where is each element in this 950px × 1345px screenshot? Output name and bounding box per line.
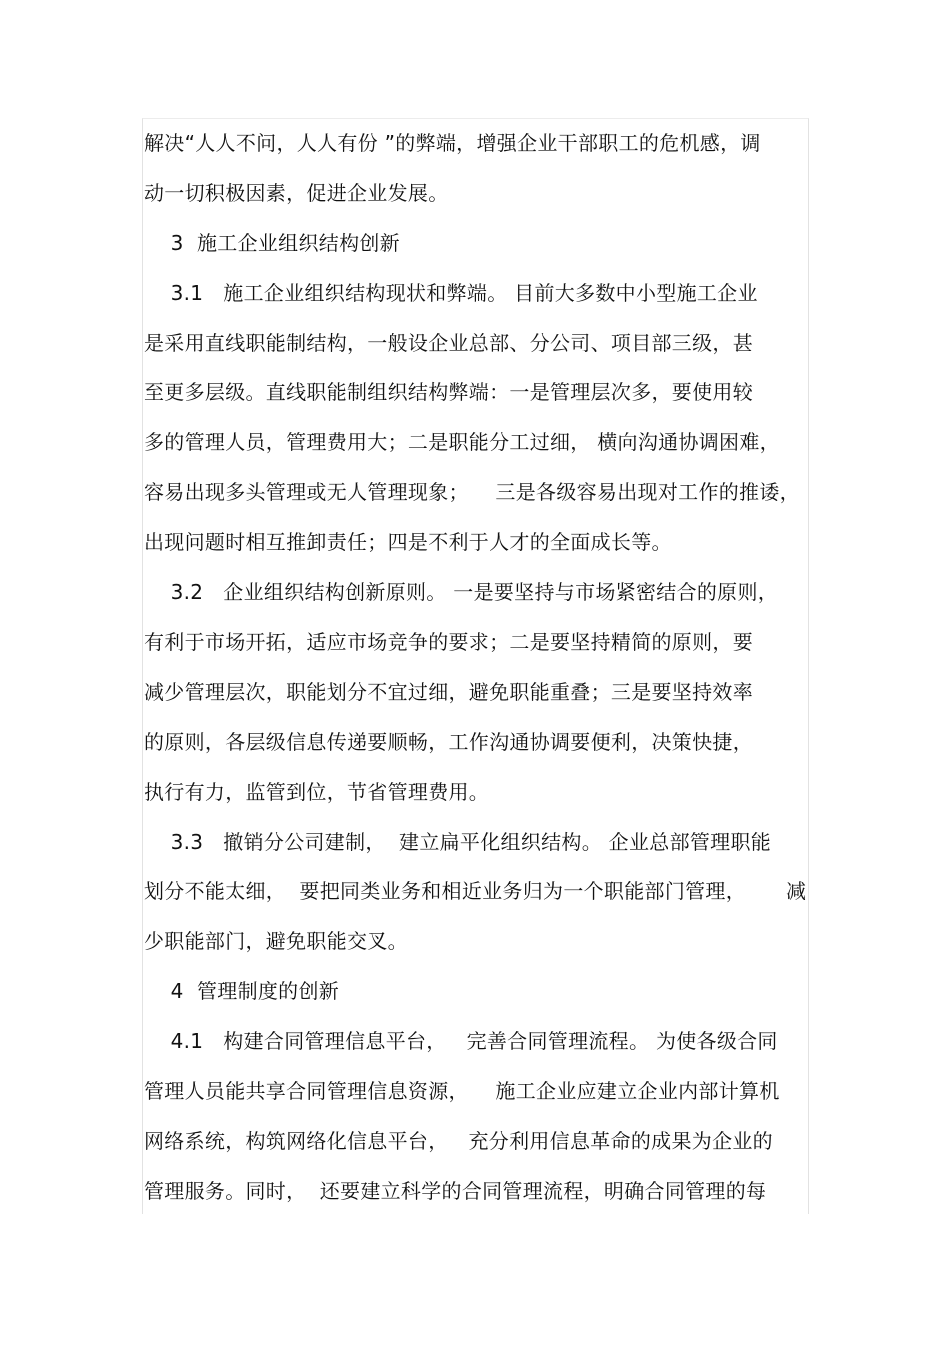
text-line: 少职能部门，避免职能交叉。 — [144, 929, 408, 953]
text-line: 3.1 施工企业组织结构现状和弊端。 目前大多数中小型施工企业 — [144, 281, 758, 305]
section-heading: 3 施工企业组织结构创新 — [144, 231, 400, 255]
text-line: 出现问题时相互推卸责任；四是不利于人才的全面成长等。 — [144, 530, 672, 554]
text-line: 执行有力，监管到位，节省管理费用。 — [144, 780, 490, 804]
text-line: 容易出现多头管理或无人管理现象； 三是各级容易出现对工作的推诿， — [144, 480, 800, 504]
text-line: 解决“人人不问，人人有份 ”的弊端，增强企业干部职工的危机感，调 — [144, 131, 761, 155]
text-line: 管理人员能共享合同管理信息资源， 施工企业应建立企业内部计算机 — [144, 1079, 780, 1103]
text-line: 网络系统，构筑网络化信息平台， 充分利用信息革命的成果为企业的 — [144, 1129, 773, 1153]
text-line: 划分不能太细， 要把同类业务和相近业务归为一个职能部门管理， 减 — [144, 879, 807, 903]
text-line: 的原则，各层级信息传递要顺畅，工作沟通协调要便利，决策快捷， — [144, 730, 753, 754]
text-line: 动一切积极因素，促进企业发展。 — [144, 181, 449, 205]
text-line: 4.1 构建合同管理信息平台， 完善合同管理流程。 为使各级合同 — [144, 1029, 778, 1053]
text-line: 管理服务。同时， 还要建立科学的合同管理流程，明确合同管理的每 — [144, 1179, 767, 1203]
section-heading: 4 管理制度的创新 — [144, 979, 340, 1003]
text-line: 至更多层级。直线职能制组织结构弊端：一是管理层次多，要使用较 — [144, 380, 753, 404]
text-line: 3.3 撤销分公司建制， 建立扁平化组织结构。 企业总部管理职能 — [144, 830, 772, 854]
text-line: 是采用直线职能制结构，一般设企业总部、分公司、项目部三级，甚 — [144, 331, 753, 355]
text-line: 3.2 企业组织结构创新原则。 一是要坚持与市场紧密结合的原则， — [144, 580, 779, 604]
text-line: 减少管理层次，职能划分不宜过细，避免职能重叠；三是要坚持效率 — [144, 680, 753, 704]
text-line: 有利于市场开拓，适应市场竞争的要求；二是要坚持精简的原则，要 — [144, 630, 753, 654]
text-line: 多的管理人员，管理费用大；二是职能分工过细， 横向沟通协调困难， — [144, 430, 780, 454]
